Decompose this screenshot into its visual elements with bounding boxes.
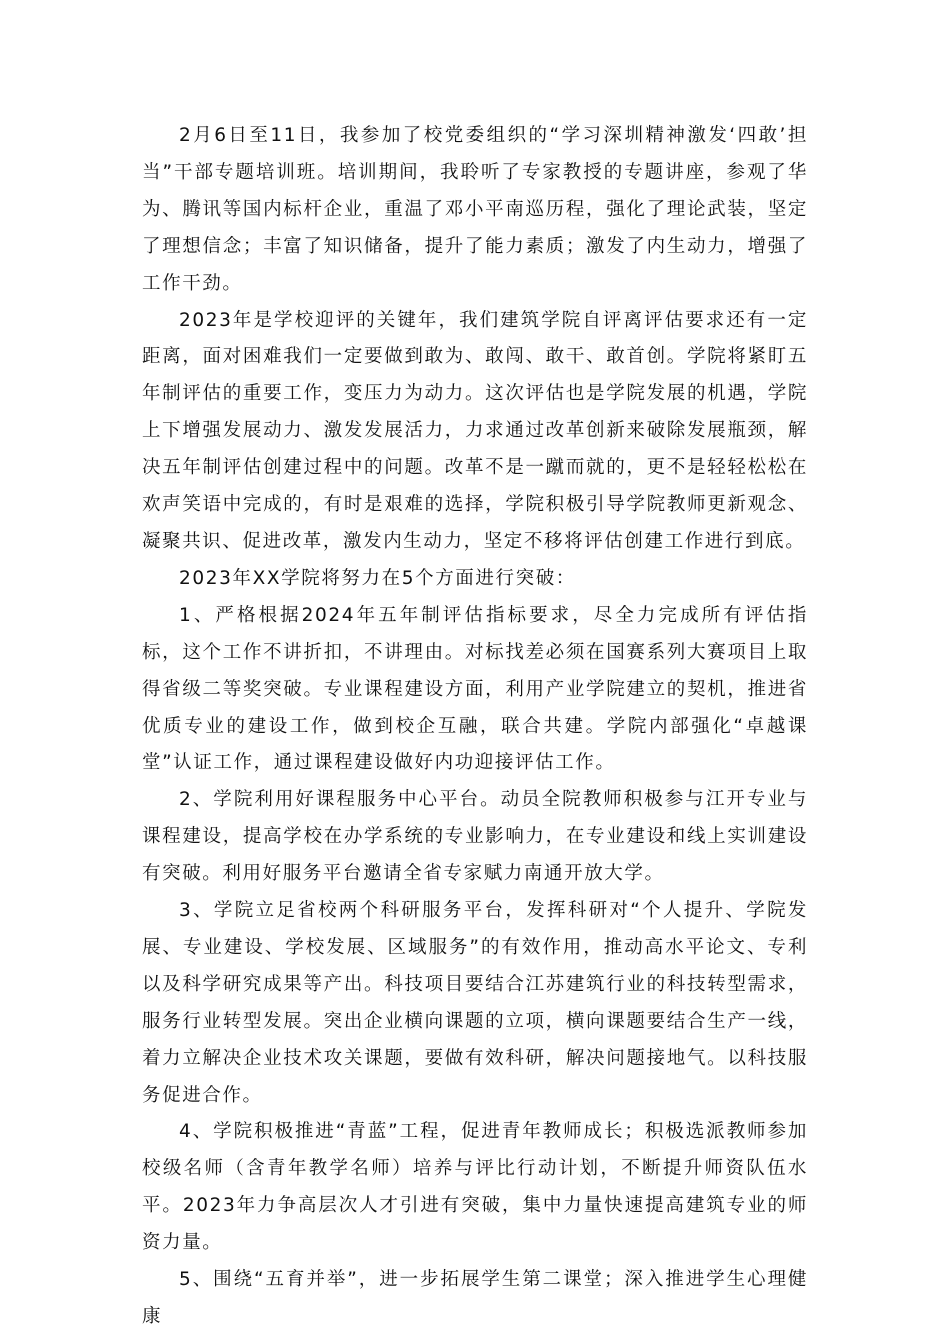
paragraph-evaluation-year: 2023年是学校迎评的关键年，我们建筑学院自评离评估要求还有一定距离，面对困难我们一定要做到敢为、敢闯、敢干、敢首创。学院将紧盯五年制评估的重要工作，变压力为动力。这次评估也是学院发展的机遇，学院上下增强发展动力、激发发展活力，力求通过改革创新来破除发展瓶颈，解决五年制评估创建过程中的问题。改革不是一蹴而就的，更不是轻轻松松在欢声笑语中完成的，有时是艰难的选择，学院积极引导学院教师更新观念、凝聚共识、促进改革，激发内生动力，坚定不移将评估创建工作进行到底。: [142, 309, 808, 552]
paragraph-training-summary: 2月6日至11日，我参加了校党委组织的“学习深圳精神激发‘四敢’担当”干部专题培训班。培训期间，我聆听了专家教授的专题讲座，参观了华为、腾讯等国内标杆企业，重温了邓小平南巡历程，强化了理论武装，坚定了理想信念；丰富了知识储备，提升了能力素质；激发了内生动力，增强了工作干劲。: [142, 125, 808, 294]
paragraph-item-1: 1、严格根据2024年五年制评估指标要求，尽全力完成所有评估指标，这个工作不讲折扣，不讲理由。对标找差必须在国赛系列大赛项目上取得省级二等奖突破。专业课程建设方面，利用产业学院建立的契机，推进省优质专业的建设工作，做到校企互融，联合共建。学院内部强化“卓越课堂”认证工作，通过课程建设做好内功迎接评估工作。: [142, 604, 808, 774]
paragraph-breakthrough-intro: 2023年XX学院将努力在5个方面进行突破：: [179, 567, 576, 589]
document-body: [142, 118, 808, 1336]
paragraph-item-3: 3、学院立足省校两个科研服务平台，发挥科研对“个人提升、学院发展、专业建设、学校发展、区域服务”的有效作用，推动高水平论文、专利以及科学研究成果等产出。科技项目要结合江苏建筑行业的科技转型需求，服务行业转型发展。突出企业横向课题的立项，横向课题要结合生产一线，着力立解决企业技术攻关课题，要做有效科研，解决问题接地气。以科技服务促进合作。: [142, 900, 808, 1106]
paragraph-item-2: 2、学院利用好课程服务中心平台。动员全院教师积极参与江开专业与课程建设，提高学校在办学系统的专业影响力，在专业建设和线上实训建设有突破。利用好服务平台邀请全省专家赋力南通开放大学。: [142, 789, 808, 885]
paragraph-item-5: 5、围绕“五育并举”，进一步拓展学生第二课堂；深入推进学生心理健康: [142, 1269, 808, 1327]
paragraph-item-4: 4、学院积极推进“青蓝”工程，促进青年教师成长；积极选派教师参加校级名师（含青年教学名师）培养与评比行动计划，不断提升师资队伍水平。2023年力争高层次人才引进有突破，集中力量快速提高建筑专业的师资力量。: [142, 1121, 808, 1254]
